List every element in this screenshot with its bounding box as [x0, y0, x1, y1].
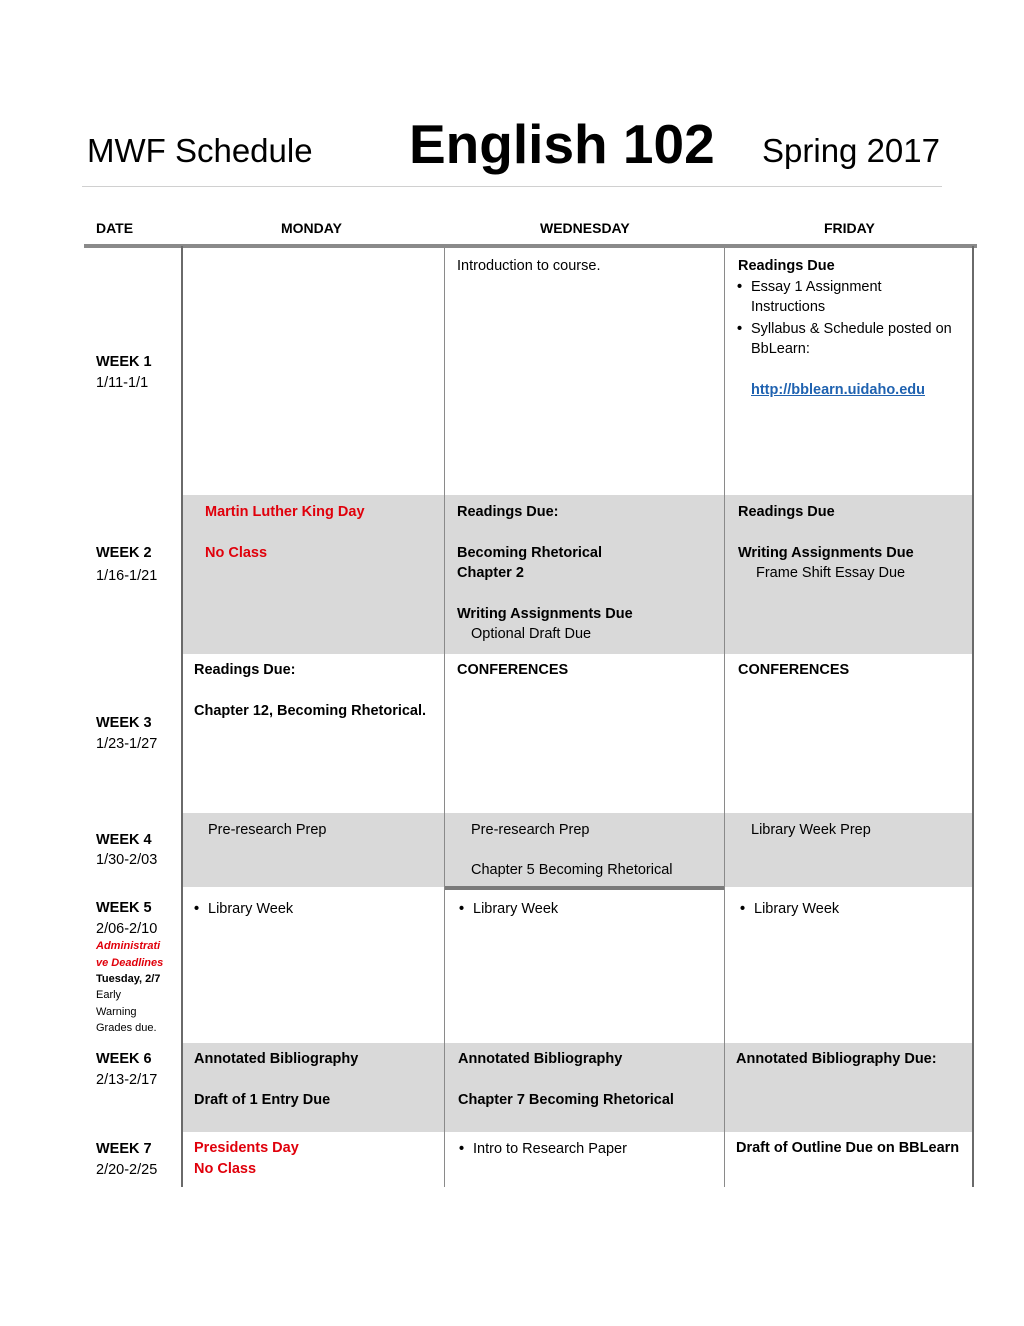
week2-monday-line1: Martin Luther King Day — [205, 504, 365, 520]
week6-wednesday-line1: Annotated Bibliography — [458, 1051, 623, 1067]
week6-monday-line2: Draft of 1 Entry Due — [194, 1092, 331, 1108]
bblearn-link[interactable]: http://bblearn.uidaho.edu — [751, 382, 925, 398]
week2-wednesday-line4: Writing Assignments Due — [457, 606, 633, 622]
col-divider-3 — [724, 246, 725, 1187]
week5-dates: 2/06-2/10 — [96, 921, 158, 937]
week2-monday-line2: No Class — [205, 545, 268, 561]
week3-label: WEEK 3 — [96, 715, 152, 731]
week2-wednesday-line5: Optional Draft Due — [471, 626, 592, 642]
week6-label: WEEK 6 — [96, 1051, 152, 1067]
schedule-type: MWF Schedule — [87, 132, 313, 169]
week5-label: WEEK 5 — [96, 900, 152, 916]
week2-dates: 1/16-1/21 — [96, 568, 158, 584]
col-head-friday: FRIDAY — [824, 220, 875, 236]
week3-friday: CONFERENCES — [738, 662, 850, 678]
week4-label: WEEK 4 — [96, 832, 152, 848]
week6-wednesday-line2: Chapter 7 Becoming Rhetorical — [458, 1092, 674, 1108]
week5-note-1: Early — [96, 989, 122, 1001]
week5-note-3: Grades due. — [96, 1022, 157, 1034]
week1-friday-bullet1-cont: Instructions — [751, 299, 826, 315]
week3-wednesday: CONFERENCES — [457, 662, 569, 678]
week3-monday-line2: Chapter 12, Becoming Rhetorical. — [194, 703, 427, 719]
week5-note-bold: Tuesday, 2/7 — [96, 973, 161, 985]
week2-friday-line3: Frame Shift Essay Due — [756, 565, 906, 581]
week1-label: WEEK 1 — [96, 354, 152, 370]
week2-label: WEEK 2 — [96, 545, 152, 561]
week4-friday: Library Week Prep — [751, 822, 871, 838]
week7-dates: 2/20-2/25 — [96, 1162, 158, 1178]
course-title: English 102 — [409, 113, 715, 175]
col-divider-1 — [181, 246, 183, 1187]
week1-wednesday: Introduction to course. — [457, 258, 601, 274]
week6-monday-line1: Annotated Bibliography — [194, 1051, 359, 1067]
week1-friday-bullet1: • Essay 1 Assignment — [737, 277, 882, 298]
week4-wednesday-line2: Chapter 5 Becoming Rhetorical — [471, 862, 673, 878]
week1-friday-heading: Readings Due — [738, 258, 835, 274]
col-head-wednesday: WEDNESDAY — [540, 220, 630, 236]
week7-wednesday: • Intro to Research Paper — [459, 1139, 627, 1160]
col-divider-2 — [444, 246, 445, 1187]
week7-friday: Draft of Outline Due on BBLearn — [736, 1140, 960, 1156]
week2-friday-line1: Readings Due — [738, 504, 835, 520]
week6-friday: Annotated Bibliography Due: — [736, 1051, 937, 1067]
week4-monday: Pre-research Prep — [208, 822, 327, 838]
week5-monday: • Library Week — [194, 899, 293, 920]
week3-dates: 1/23-1/27 — [96, 736, 158, 752]
week7-monday-line2: No Class — [194, 1161, 257, 1177]
week3-monday-line1: Readings Due: — [194, 662, 296, 678]
week1-dates: 1/11-1/1 — [96, 375, 149, 391]
col-head-monday: MONDAY — [281, 220, 342, 236]
week5-note-2: Warning — [96, 1006, 137, 1018]
week7-monday-line1: Presidents Day — [194, 1140, 299, 1156]
week1-friday-bullet2: • Syllabus & Schedule posted on — [737, 319, 952, 340]
col-divider-4 — [972, 246, 974, 1187]
week5-note-red-2: ve Deadlines — [96, 957, 164, 969]
week1-friday-bullet2-cont: BbLearn: — [751, 341, 810, 357]
col-head-date: DATE — [96, 220, 134, 236]
week4-wednesday-line1: Pre-research Prep — [471, 822, 590, 838]
week2-wednesday-line3: Chapter 2 — [457, 565, 524, 581]
week2-friday-line2: Writing Assignments Due — [738, 545, 914, 561]
week5-wednesday: • Library Week — [459, 899, 558, 920]
week5-friday: • Library Week — [740, 899, 839, 920]
week4-wed-rule — [444, 886, 724, 890]
week4-dates: 1/30-2/03 — [96, 852, 158, 868]
week5-note-red-1: Administrati — [96, 940, 161, 952]
term: Spring 2017 — [762, 132, 940, 169]
week7-label: WEEK 7 — [96, 1141, 152, 1157]
week6-dates: 2/13-2/17 — [96, 1072, 158, 1088]
week2-wednesday-line2: Becoming Rhetorical — [457, 545, 603, 561]
week2-wednesday-line1: Readings Due: — [457, 504, 559, 520]
header-rule — [84, 244, 977, 248]
document-header — [82, 112, 942, 187]
